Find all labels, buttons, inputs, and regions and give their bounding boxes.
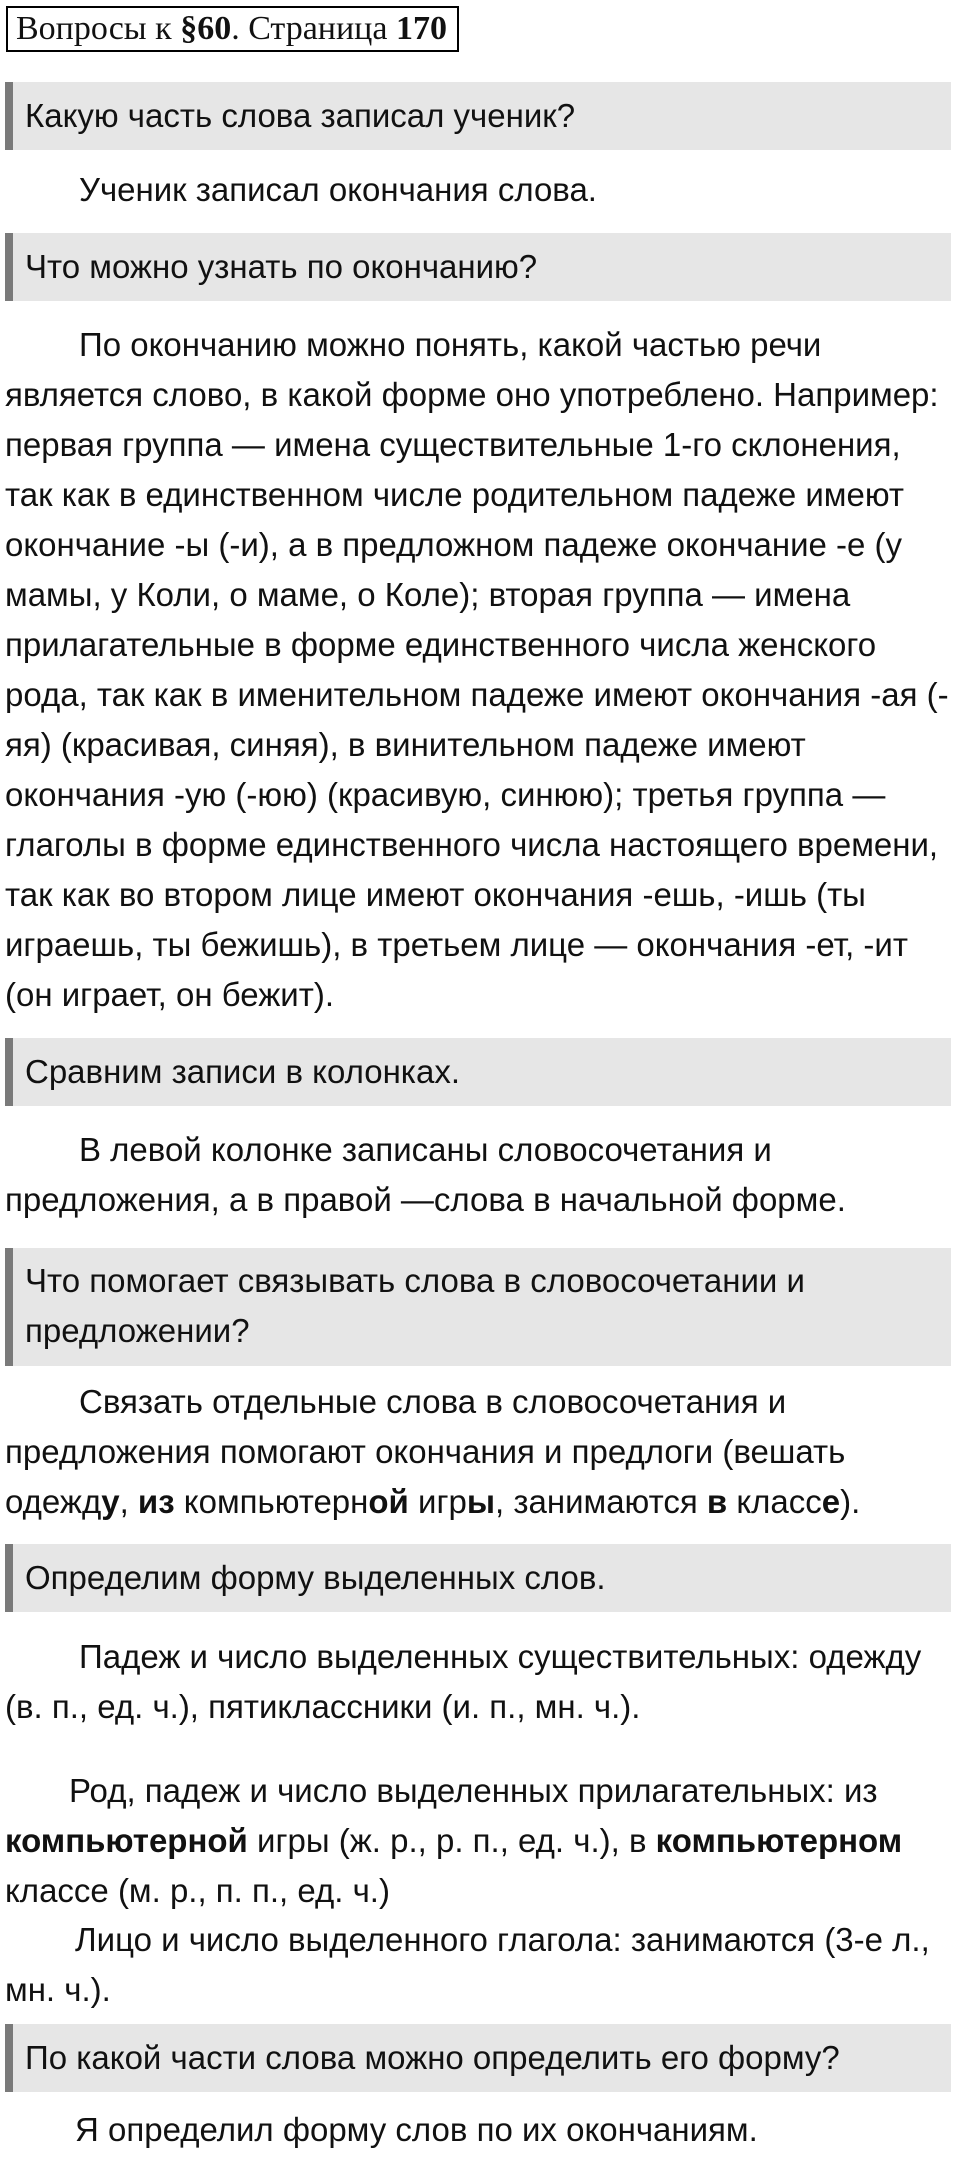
question-6: По какой части слова можно определить его форму? xyxy=(5,2024,951,2092)
answer-8: Я определил форму слов по их окончаниям. xyxy=(75,2111,758,2148)
question-3: Сравним записи в колонках. xyxy=(5,1038,951,1106)
answer-5: Падеж и число выделенных существительных: одежду (в. п., ед. ч.), пятиклассники (и. п., мн. ч.). xyxy=(5,1638,922,1725)
answer-3: В левой колонке записаны словосочетания и предложения, а в правой —слова в начальной форме. xyxy=(5,1131,846,1218)
page-title: Вопросы к §60. Страница 170 xyxy=(6,6,459,52)
answer-4: Связать отдельные слова в словосочетания и предложения помогают окончания и предлоги (вешать одежду, из компьютерной игры, занимаются в классе). xyxy=(5,1383,861,1520)
question-2: Что можно узнать по окончанию? xyxy=(5,233,951,301)
page-number: 170 xyxy=(395,10,447,47)
question-5: Определим форму выделенных слов. xyxy=(5,1544,951,1612)
question-4: Что помогает связывать слова в словосочетании и предложении? xyxy=(5,1248,951,1366)
answer-1: Ученик записал окончания слова. xyxy=(79,171,597,208)
answer-7: Лицо и число выделенного глагола: занимаются (3-е л., мн. ч.). xyxy=(5,1921,930,2008)
answer-2: По окончанию можно понять, какой частью речи является слово, в какой форме оно употреблено. Например: первая группа — имена существительные 1-го склонения, так как в единственном числе родительном падеже имеют окончание -ы (-и), а в предложном падеже окончание -е (у мамы, у Коли, о маме, о Коле); вторая группа — имена прилагательные в форме единственного числа женского рода, так как в именительном падеже имеют окончания -ая (-яя) (красивая, синяя), в винительном падеже имеют окончания -ую (-юю) (красивую, синюю); третья группа — глаголы в форме единственного числа настоящего времени, так как во втором лице имеют окончания -ешь, -ишь (ты играешь, ты бежишь), в третьем лице — окончания -ет, -ит (он играет, он бежит). xyxy=(5,326,949,1013)
paragraph-number: §60 xyxy=(180,10,232,47)
question-1: Какую часть слова записал ученик? xyxy=(5,82,951,150)
answer-6: Род, падеж и число выделенных прилагательных: из компьютерной игры (ж. р., р. п., ед. ч.), в компьютерном классе (м. р., п. п., ед. ч.) xyxy=(5,1772,903,1909)
